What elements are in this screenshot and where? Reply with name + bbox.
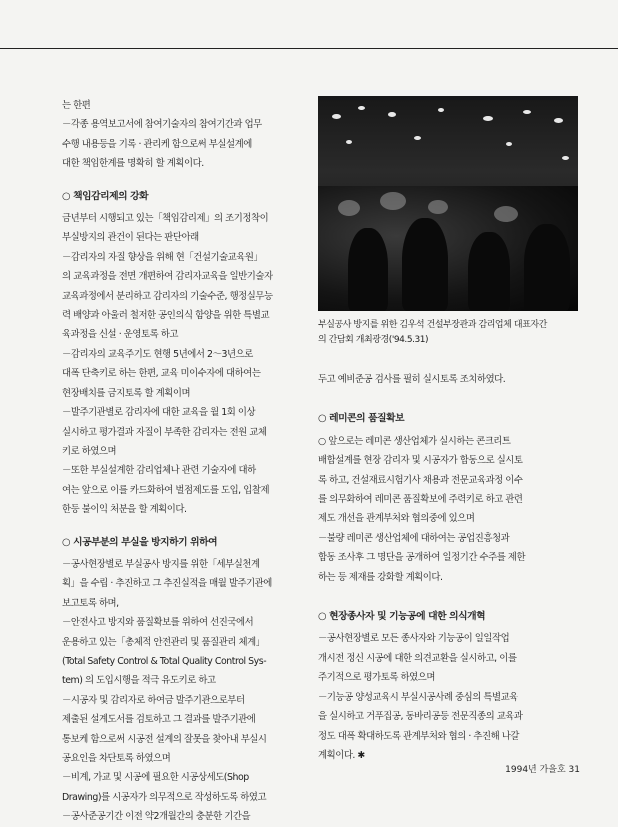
section-heading-text: 시공부분의 부실을 방지하기 위하여	[73, 536, 218, 548]
circle-bullet-icon: ○	[62, 190, 71, 202]
body-line: －감리자의 교육주기도 현행 5년에서 2～3년으로	[62, 348, 253, 360]
circle-bullet-icon: ○	[318, 611, 327, 623]
body-line: 정도 대폭 확대하도록 관계부처와 협의 · 추진해 나갈	[318, 730, 519, 742]
circle-bullet-icon: ○	[318, 413, 327, 425]
body-line: 력 배양과 아울러 철저한 공인의식 함양을 위한 특별교	[62, 310, 270, 322]
intro-line: 수행 내용등을 기록 · 관리케 함으로써 부실설계에	[62, 138, 252, 150]
body-line: －감리자의 자질 향상을 위해 현「건설기술교육원」	[62, 251, 263, 263]
body-line: 개시전 정신 시공에 대한 의견교환을 실시하고, 이를	[318, 652, 517, 664]
intro-line: －각종 용역보고서에 참여기술자의 참여기간과 업무	[62, 119, 262, 131]
body-line: 한등 불이익 처분을 할 계획이다.	[62, 504, 187, 516]
intro-line: 대한 책임한계를 명확히 할 계획이다.	[62, 158, 204, 170]
body-line: 현장배치를 금지토록 할 계획이며	[62, 387, 191, 399]
left-column	[62, 96, 307, 827]
body-line: 운용하고 있는「총체적 안전관리 및 품질관리 체계」	[62, 636, 265, 648]
body-line: tem) 의 도입시행을 적극 유도키로 하고	[62, 675, 216, 687]
body-line: 부실방지의 관건이 된다는 판단아래	[62, 232, 199, 244]
body-line: －공사현장별로 모든 종사자와 기능공이 일일작업	[318, 633, 510, 645]
continuation-line: 두고 예비준공 검사를 필히 실시토록 조치하였다.	[318, 374, 506, 385]
body-line: 제도 개선을 관계부처와 협의중에 있으며	[318, 513, 475, 525]
body-line: 실시하고 평가결과 자질이 부족한 감리자는 전원 교체	[62, 426, 267, 438]
body-line: 보고토록 하며,	[62, 597, 119, 609]
body-line: 계획이다. ✱	[318, 749, 365, 761]
caption-line: 부실공사 방지를 위한 김우석 건설부장관과 감리업체 대표자간	[318, 320, 547, 330]
section-heading-supervision	[62, 187, 307, 206]
body-line: Drawing)를 시공자가 의무적으로 작성하도록 하였고	[62, 791, 267, 803]
body-line: －공사현장별로 부실공사 방지를 위한「세부실천계	[62, 558, 260, 570]
body-line: 키로 하였으며	[62, 445, 117, 457]
section-heading-remicon	[318, 409, 563, 428]
body-line: －발주기관별로 감리자에 대한 교육을 월 1회 이상	[62, 407, 256, 419]
body-line: 획」을 수립 · 추진하고 그 추진실적을 매월 발주기관에	[62, 578, 272, 590]
section-heading-workers	[318, 607, 563, 626]
body-line: －비계, 가교 및 시공에 필요한 시공상세도(Shop	[62, 772, 249, 784]
body-line: 공요인을 차단토록 하였으며	[62, 753, 171, 764]
body-line: 배합설계를 현장 감리자 및 시공자가 합동으로 실시토	[318, 455, 523, 467]
page-footer: 1994년 가을호 31	[505, 765, 580, 775]
body-line: 록 하고, 건설재료시험기사 채용과 전문교육과정 이수	[318, 474, 523, 486]
photo-caption	[318, 318, 580, 348]
body-line: 주기적으로 평가토록 하였으며	[318, 672, 435, 684]
body-line: 를 의무화하여 레미콘 품질확보에 주력키로 하고 관련	[318, 494, 523, 506]
section-heading-construction	[62, 533, 307, 552]
body-line: －공사준공기간 이전 약2개월간의 충분한 기간을	[62, 811, 251, 823]
body-line: －안전사고 방지와 품질확보를 위하여 선진국에서	[62, 617, 254, 629]
body-line: －기능공 양성교육시 부실시공사례 중심의 특별교육	[318, 691, 518, 703]
body-line: 하는 등 제재를 강화할 계획이다.	[318, 571, 443, 583]
meeting-photo	[318, 96, 578, 311]
body-line: 통보케 함으로써 시공전 설계의 잘못을 찾아내 부실시	[62, 733, 267, 745]
body-line: 육과정을 신설 · 운영토록 하고	[62, 329, 178, 341]
body-line: 금년부터 시행되고 있는「책임감리제」의 조기정착이	[62, 213, 269, 225]
right-column	[318, 370, 563, 765]
section-heading-text: 책임감리제의 강화	[73, 190, 149, 202]
body-line: －또한 부실설계한 감리업체나 관련 기술자에 대하	[62, 465, 256, 477]
body-line: ○ 앞으로는 레미콘 생산업체가 실시하는 콘크리트	[318, 435, 511, 447]
body-line: 여는 앞으로 이를 카드화하여 벌점제도를 도입, 입찰제	[62, 484, 270, 496]
body-line: －불량 레미콘 생산업체에 대하여는 공업진흥청과	[318, 532, 510, 544]
body-line: 제출된 설계도서를 검토하고 그 결과를 발주기관에	[62, 714, 256, 726]
body-line: 의 교육과정을 전면 개편하여 감리자교육을 일반기술자	[62, 271, 273, 283]
section-heading-text: 레미콘의 품질확보	[329, 413, 405, 425]
body-line: 합동 조사후 그 명단을 공개하여 일정기간 수주를 제한	[318, 552, 526, 564]
intro-line: 는 한편	[62, 100, 91, 111]
body-line: －시공자 및 감리자로 하여금 발주기관으로부터	[62, 694, 245, 706]
circle-bullet-icon: ○	[62, 536, 71, 548]
caption-line: 의 간담회 개최광경('94.5.31)	[318, 335, 429, 345]
body-line: 을 실시하고 거푸집공, 동바리공등 전문직종의 교육과	[318, 711, 523, 723]
body-line: 대폭 단축키로 하는 한편, 교육 미이수자에 대하여는	[62, 368, 261, 380]
body-line: 교육과정에서 분리하고 감리자의 기술수준, 행정실무능	[62, 290, 273, 302]
section-heading-text: 현장종사자 및 기능공에 대한 의식개혁	[329, 611, 486, 623]
top-rule	[0, 48, 618, 49]
body-line: (Total Safety Control & Total Quality Control Sys-	[62, 655, 267, 667]
